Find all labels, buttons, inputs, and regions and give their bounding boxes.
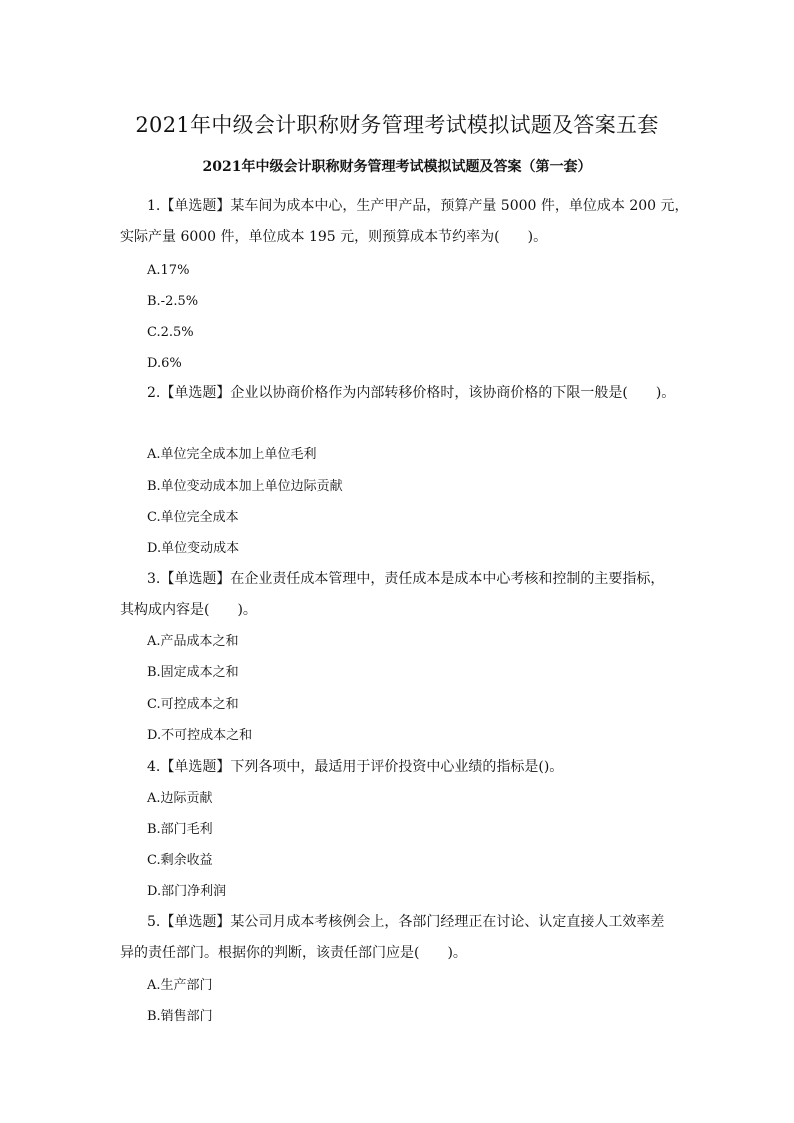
- question-3-line-2: 其构成内容是( )。: [120, 602, 257, 618]
- question-5-line-1: 5.【单选题】某公司月成本考核例会上，各部门经理正在讨论、认定直接人工效率差: [147, 914, 665, 930]
- question-4-line-1: 4.【单选题】下列各项中，最适用于评价投资中心业绩的指标是()。: [147, 759, 564, 775]
- question-1-line-1: 1.【单选题】某车间为成本中心，生产甲产品，预算产量 5000 件，单位成本 200 元，: [147, 198, 689, 214]
- question-4-option-b: B.部门毛利: [147, 822, 213, 837]
- question-4-option-a: A.边际贡献: [147, 791, 213, 806]
- document-title: 2021年中级会计职称财务管理考试模拟试题及答案五套: [135, 113, 659, 137]
- question-2-option-a: A.单位完全成本加上单位毛利: [147, 447, 317, 462]
- question-2-option-c: C.单位完全成本: [147, 510, 239, 525]
- question-5-line-2: 异的责任部门。根据你的判断，该责任部门应是( )。: [120, 945, 467, 961]
- question-3-option-d: D.不可控成本之和: [147, 728, 253, 743]
- question-2-line-1: 2.【单选题】企业以协商价格作为内部转移价格时，该协商价格的下限一般是( )。: [147, 385, 676, 401]
- question-3-option-b: B.固定成本之和: [147, 665, 239, 680]
- question-1-option-c: C.2.5%: [147, 325, 194, 340]
- question-2-option-d: D.单位变动成本: [147, 541, 240, 556]
- document-subtitle: 2021年中级会计职称财务管理考试模拟试题及答案（第一套）: [202, 159, 592, 175]
- question-1-option-d: D.6%: [147, 356, 182, 371]
- question-3-option-a: A.产品成本之和: [147, 634, 239, 649]
- question-3-option-c: C.可控成本之和: [147, 697, 239, 712]
- question-4-option-c: C.剩余收益: [147, 853, 213, 868]
- question-1-line-2: 实际产量 6000 件，单位成本 195 元，则预算成本节约率为( )。: [120, 229, 548, 245]
- question-1-option-a: A.17%: [147, 263, 190, 278]
- question-2-option-b: B.单位变动成本加上单位边际贡献: [147, 479, 343, 494]
- question-1-option-b: B.-2.5%: [147, 294, 199, 309]
- question-5-option-b: B.销售部门: [147, 1009, 213, 1024]
- question-3-line-1: 3.【单选题】在企业责任成本管理中，责任成本是成本中心考核和控制的主要指标，: [147, 571, 665, 587]
- question-5-option-a: A.生产部门: [147, 978, 213, 993]
- question-4-option-d: D.部门净利润: [147, 884, 227, 899]
